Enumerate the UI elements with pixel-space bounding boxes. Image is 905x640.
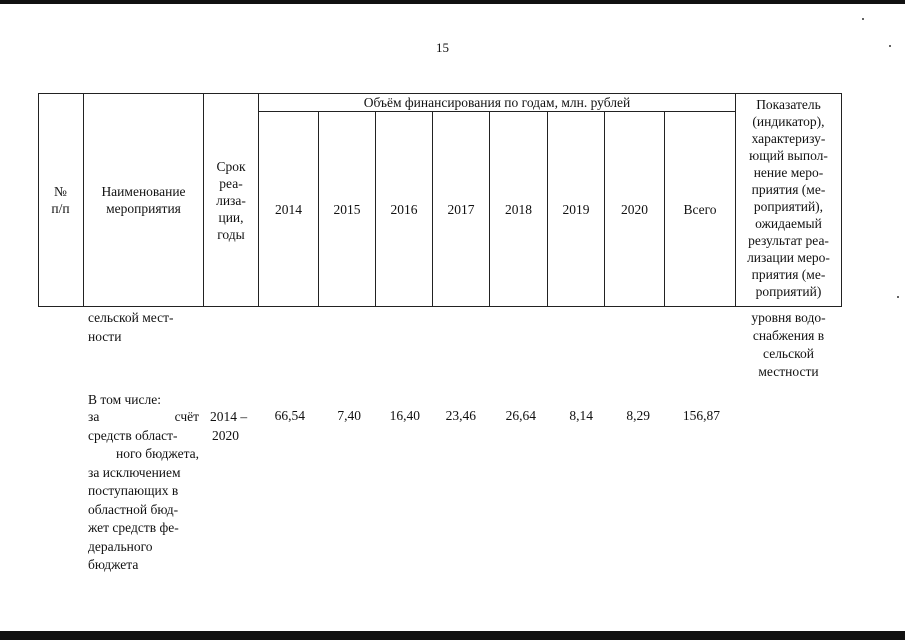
value-2020: 8,29 bbox=[626, 408, 650, 423]
header-year-2020: 2020 bbox=[621, 201, 648, 217]
header-term: Срок реа- лиза- ции, годы bbox=[216, 158, 246, 242]
header-number: № п/п bbox=[51, 184, 70, 216]
scan-top-edge bbox=[0, 0, 905, 4]
page-number: 15 bbox=[436, 40, 449, 55]
header-indicator: Показатель (индикатор), характеризу- ющий выпол- нение меро- приятия (ме- роприятий), ожидаемый результат реа- лизации меро- приятия (ме- роприятий) bbox=[747, 97, 830, 299]
value-2014: 66,54 bbox=[274, 408, 305, 423]
value-2019: 8,14 bbox=[569, 408, 593, 423]
continued-indicator-text: уровня водо- снабжения в сельской местности bbox=[751, 310, 826, 379]
header-year-2015: 2015 bbox=[333, 201, 361, 217]
value-2016: 16,40 bbox=[389, 408, 420, 423]
scan-bottom-edge bbox=[0, 631, 905, 640]
scan-speck bbox=[897, 296, 899, 298]
row-term: 2014 – 2020 bbox=[210, 409, 248, 443]
header-total: Всего bbox=[683, 201, 717, 217]
continued-name-text: сельской мест- ности bbox=[88, 310, 174, 344]
header-year-2014: 2014 bbox=[275, 201, 302, 217]
value-2015: 7,40 bbox=[337, 408, 361, 423]
value-total: 156,87 bbox=[682, 408, 720, 423]
header-funding-group: Объём финансирования по годам, млн. рублей bbox=[363, 94, 631, 110]
value-2017: 23,46 bbox=[445, 408, 476, 423]
scan-speck bbox=[889, 45, 891, 47]
header-name: Наименование мероприятия bbox=[101, 184, 186, 216]
subheading: В том числе: bbox=[88, 392, 161, 407]
header-year-2016: 2016 bbox=[390, 201, 418, 217]
value-2018: 26,64 bbox=[505, 408, 536, 423]
scan-speck bbox=[862, 18, 864, 20]
header-year-2017: 2017 bbox=[447, 201, 475, 217]
row-name: за счёт средств област- ного бюджета, за исключением поступающих в областной бюд- жет средств фе- дерального бюджета bbox=[88, 409, 199, 572]
header-year-2018: 2018 bbox=[505, 201, 532, 217]
header-year-2019: 2019 bbox=[562, 201, 590, 217]
